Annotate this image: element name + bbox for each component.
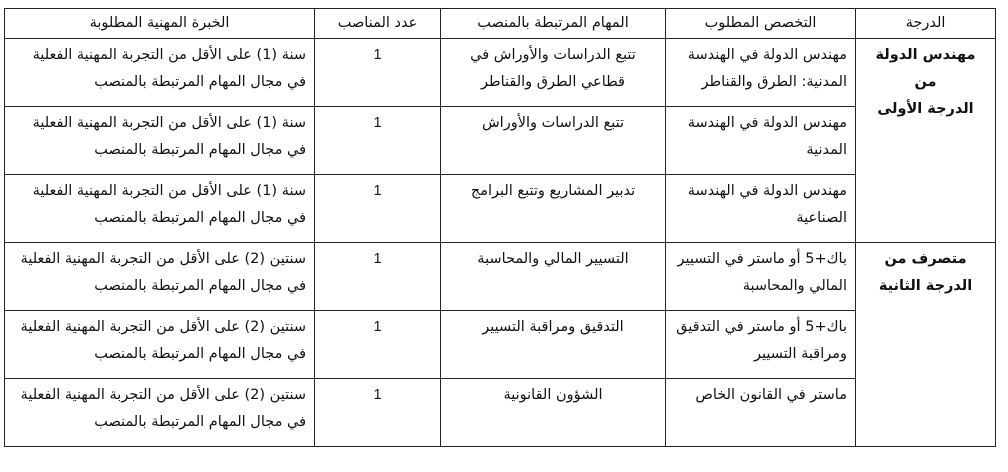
experience-cell: سنة (1) على الأقل من التجربة المهنية الفعلية في مجال المهام المرتبطة بالمنصب	[5, 39, 315, 107]
experience-cell: سنة (1) على الأقل من التجربة المهنية الفعلية في مجال المهام المرتبطة بالمنصب	[5, 175, 315, 243]
header-tasks: المهام المرتبطة بالمنصب	[441, 9, 666, 39]
header-experience: الخبرة المهنية المطلوبة	[5, 9, 315, 39]
positions-cell: 1	[315, 311, 441, 379]
specialty-cell: باك+5 أو ماستر في التسيير المالي والمحاسبة	[666, 243, 856, 311]
specialty-cell: مهندس الدولة في الهندسة المدنية	[666, 107, 856, 175]
grade-2-line2: الدرجة الثانية	[878, 278, 973, 294]
tasks-cell: تتبع الدراسات والأوراش في قطاعي الطرق والقناطر	[441, 39, 666, 107]
table-row	[5, 379, 996, 447]
positions-cell: 1	[315, 379, 441, 447]
specialty-cell: ماستر في القانون الخاص	[666, 379, 856, 447]
experience-cell: سنتين (2) على الأقل من التجربة المهنية الفعلية في مجال المهام المرتبطة بالمنصب	[5, 243, 315, 311]
header-positions: عدد المناصب	[315, 9, 441, 39]
specialty-cell: مهندس الدولة في الهندسة الصناعية	[666, 175, 856, 243]
table-row	[5, 175, 996, 243]
table-header-row	[5, 9, 996, 39]
header-grade: الدرجة	[856, 9, 996, 39]
header-specialty: التخصص المطلوب	[666, 9, 856, 39]
table-row	[5, 39, 996, 107]
tasks-cell: تدبير المشاريع وتتبع البرامج	[441, 175, 666, 243]
positions-cell: 1	[315, 243, 441, 311]
specialty-cell: مهندس الدولة في الهندسة المدنية: الطرق والقناطر	[666, 39, 856, 107]
specialty-cell: باك+5 أو ماستر في التدقيق ومراقبة التسيير	[666, 311, 856, 379]
table-row	[5, 311, 996, 379]
tasks-cell: التدقيق ومراقبة التسيير	[441, 311, 666, 379]
positions-table	[4, 8, 996, 447]
table-row	[5, 107, 996, 175]
experience-cell: سنة (1) على الأقل من التجربة المهنية الفعلية في مجال المهام المرتبطة بالمنصب	[5, 107, 315, 175]
positions-cell: 1	[315, 175, 441, 243]
grade-2-line1: متصرف من	[884, 251, 967, 267]
tasks-cell: الشؤون القانونية	[441, 379, 666, 447]
positions-cell: 1	[315, 107, 441, 175]
tasks-cell: التسيير المالي والمحاسبة	[441, 243, 666, 311]
grade-cell-1	[856, 39, 996, 243]
experience-cell: سنتين (2) على الأقل من التجربة المهنية الفعلية في مجال المهام المرتبطة بالمنصب	[5, 311, 315, 379]
table-row	[5, 243, 996, 311]
grade-1-line2: الدرجة الأولى	[877, 101, 974, 117]
positions-cell: 1	[315, 39, 441, 107]
grade-cell-2	[856, 243, 996, 447]
tasks-cell: تتبع الدراسات والأوراش	[441, 107, 666, 175]
grade-1-line1: مهندس الدولة من	[875, 47, 976, 90]
experience-cell: سنتين (2) على الأقل من التجربة المهنية الفعلية في مجال المهام المرتبطة بالمنصب	[5, 379, 315, 447]
